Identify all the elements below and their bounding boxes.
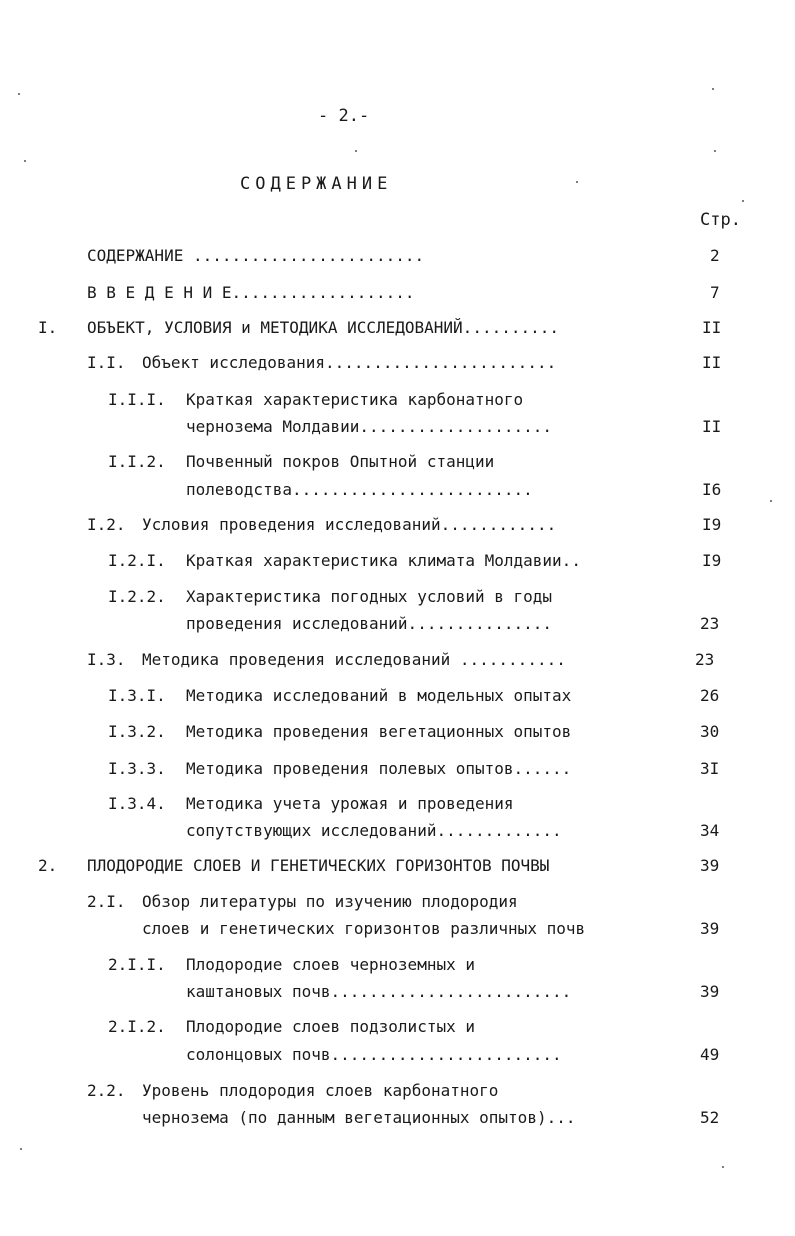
toc-entry-title: ОБЪЕКТ, УСЛОВИЯ и МЕТОДИКА ИССЛЕДОВАНИЙ.......... bbox=[87, 318, 560, 337]
toc-entry-page: 7 bbox=[710, 283, 720, 302]
toc-entry-title: Плодородие слоев черноземных и bbox=[186, 955, 475, 974]
toc-entry-number: I.2.I. bbox=[108, 551, 166, 570]
scan-speck bbox=[20, 1148, 22, 1150]
toc-entry-page: 26 bbox=[700, 686, 720, 705]
toc-entry-number: 2.I.I. bbox=[108, 955, 166, 974]
toc-entry-title: Методика проведения вегетационных опытов bbox=[186, 722, 572, 741]
scan-speck bbox=[576, 181, 578, 183]
toc-entry-number: I.2. bbox=[87, 515, 126, 534]
toc-entry-page: I9 bbox=[702, 515, 722, 534]
scan-speck bbox=[355, 150, 357, 152]
toc-entry-page: 3I bbox=[700, 759, 720, 778]
toc-entry-title: Почвенный покров Опытной станции bbox=[186, 452, 495, 471]
toc-entry-number: I.I. bbox=[87, 353, 126, 372]
toc-entry-title-continued: полеводства......................... bbox=[186, 480, 533, 499]
toc-entry-page: 34 bbox=[700, 821, 720, 840]
toc-entry-title: Методика исследований в модельных опытах bbox=[186, 686, 572, 705]
toc-entry-number: I.2.2. bbox=[108, 587, 166, 606]
scan-speck bbox=[742, 200, 744, 202]
toc-entry-number: 2.I. bbox=[87, 892, 126, 911]
scan-speck bbox=[18, 93, 20, 95]
toc-entry-number: I.3.2. bbox=[108, 722, 166, 741]
toc-entry-page: 23 bbox=[700, 614, 720, 633]
scan-speck bbox=[770, 500, 772, 502]
scan-speck bbox=[714, 150, 716, 152]
toc-entry-title: Краткая характеристика климата Молдавии.. bbox=[186, 551, 581, 570]
toc-entry-page: I6 bbox=[702, 480, 722, 499]
scan-speck bbox=[24, 160, 26, 162]
toc-entry-title: Характеристика погодных условий в годы bbox=[186, 587, 553, 606]
scan-speck bbox=[712, 88, 714, 90]
toc-entry-title: Методика проведения полевых опытов...... bbox=[186, 759, 572, 778]
toc-entry-title-continued: сопутствующих исследований............. bbox=[186, 821, 562, 840]
toc-entry-title-continued: слоев и генетических горизонтов различных почв bbox=[142, 919, 586, 938]
toc-entry-page: 30 bbox=[700, 722, 720, 741]
toc-entry-page: 23 bbox=[695, 650, 715, 669]
toc-entry-number: I.I.I. bbox=[108, 390, 166, 409]
toc-entry-title: СОДЕРЖАНИЕ ........................ bbox=[87, 246, 425, 265]
toc-entry-page: 2 bbox=[710, 246, 720, 265]
toc-entry-title: Плодородие слоев подзолистых и bbox=[186, 1017, 475, 1036]
toc-entry-title-continued: чернозема Молдавии.................... bbox=[186, 417, 553, 436]
toc-entry-title: Уровень плодородия слоев карбонатного bbox=[142, 1081, 499, 1100]
toc-entry-number: I.3.4. bbox=[108, 794, 166, 813]
toc-entry-page: II bbox=[702, 353, 722, 372]
toc-entry-number: I.3.I. bbox=[108, 686, 166, 705]
toc-entry-number: I.3.3. bbox=[108, 759, 166, 778]
toc-entry-number: 2.2. bbox=[87, 1081, 126, 1100]
toc-entry-title-continued: проведения исследований............... bbox=[186, 614, 553, 633]
toc-entry-number: 2.I.2. bbox=[108, 1017, 166, 1036]
toc-entry-title: Методика учета урожая и проведения bbox=[186, 794, 514, 813]
toc-entry-title: Краткая характеристика карбонатного bbox=[186, 390, 524, 409]
scan-speck bbox=[722, 1166, 724, 1168]
toc-entry-number: I.I.2. bbox=[108, 452, 166, 471]
toc-entry-title: Методика проведения исследований ........... bbox=[142, 650, 566, 669]
page-number: - 2.- bbox=[318, 106, 370, 126]
toc-entry-title: Объект исследования........................ bbox=[142, 353, 557, 372]
toc-entry-page: II bbox=[702, 318, 722, 337]
page-title: СОДЕРЖАНИЕ bbox=[240, 174, 393, 194]
toc-entry-title: В В Е Д Е Н И Е................... bbox=[87, 283, 415, 302]
toc-entry-title-continued: каштановых почв......................... bbox=[186, 982, 572, 1001]
toc-entry-page: I9 bbox=[702, 551, 722, 570]
toc-entry-page: 49 bbox=[700, 1045, 720, 1064]
toc-entry-title: ПЛОДОРОДИЕ СЛОЕВ И ГЕНЕТИЧЕСКИХ ГОРИЗОНТОВ ПОЧВЫ bbox=[87, 856, 550, 875]
toc-entry-title-continued: чернозема (по данным вегетационных опытов)... bbox=[142, 1108, 576, 1127]
page-column-header: Стр. bbox=[700, 210, 741, 230]
toc-entry-number: 2. bbox=[38, 856, 58, 875]
toc-entry-page: 39 bbox=[700, 856, 720, 875]
toc-entry-page: 39 bbox=[700, 919, 720, 938]
toc-entry-page: 52 bbox=[700, 1108, 720, 1127]
toc-entry-number: I.3. bbox=[87, 650, 126, 669]
toc-entry-number: I. bbox=[38, 318, 58, 337]
toc-entry-title: Обзор литературы по изучению плодородия bbox=[142, 892, 518, 911]
toc-entry-title: Условия проведения исследований............ bbox=[142, 515, 557, 534]
toc-entry-page: 39 bbox=[700, 982, 720, 1001]
toc-entry-title-continued: солонцовых почв........................ bbox=[186, 1045, 562, 1064]
toc-entry-page: II bbox=[702, 417, 722, 436]
